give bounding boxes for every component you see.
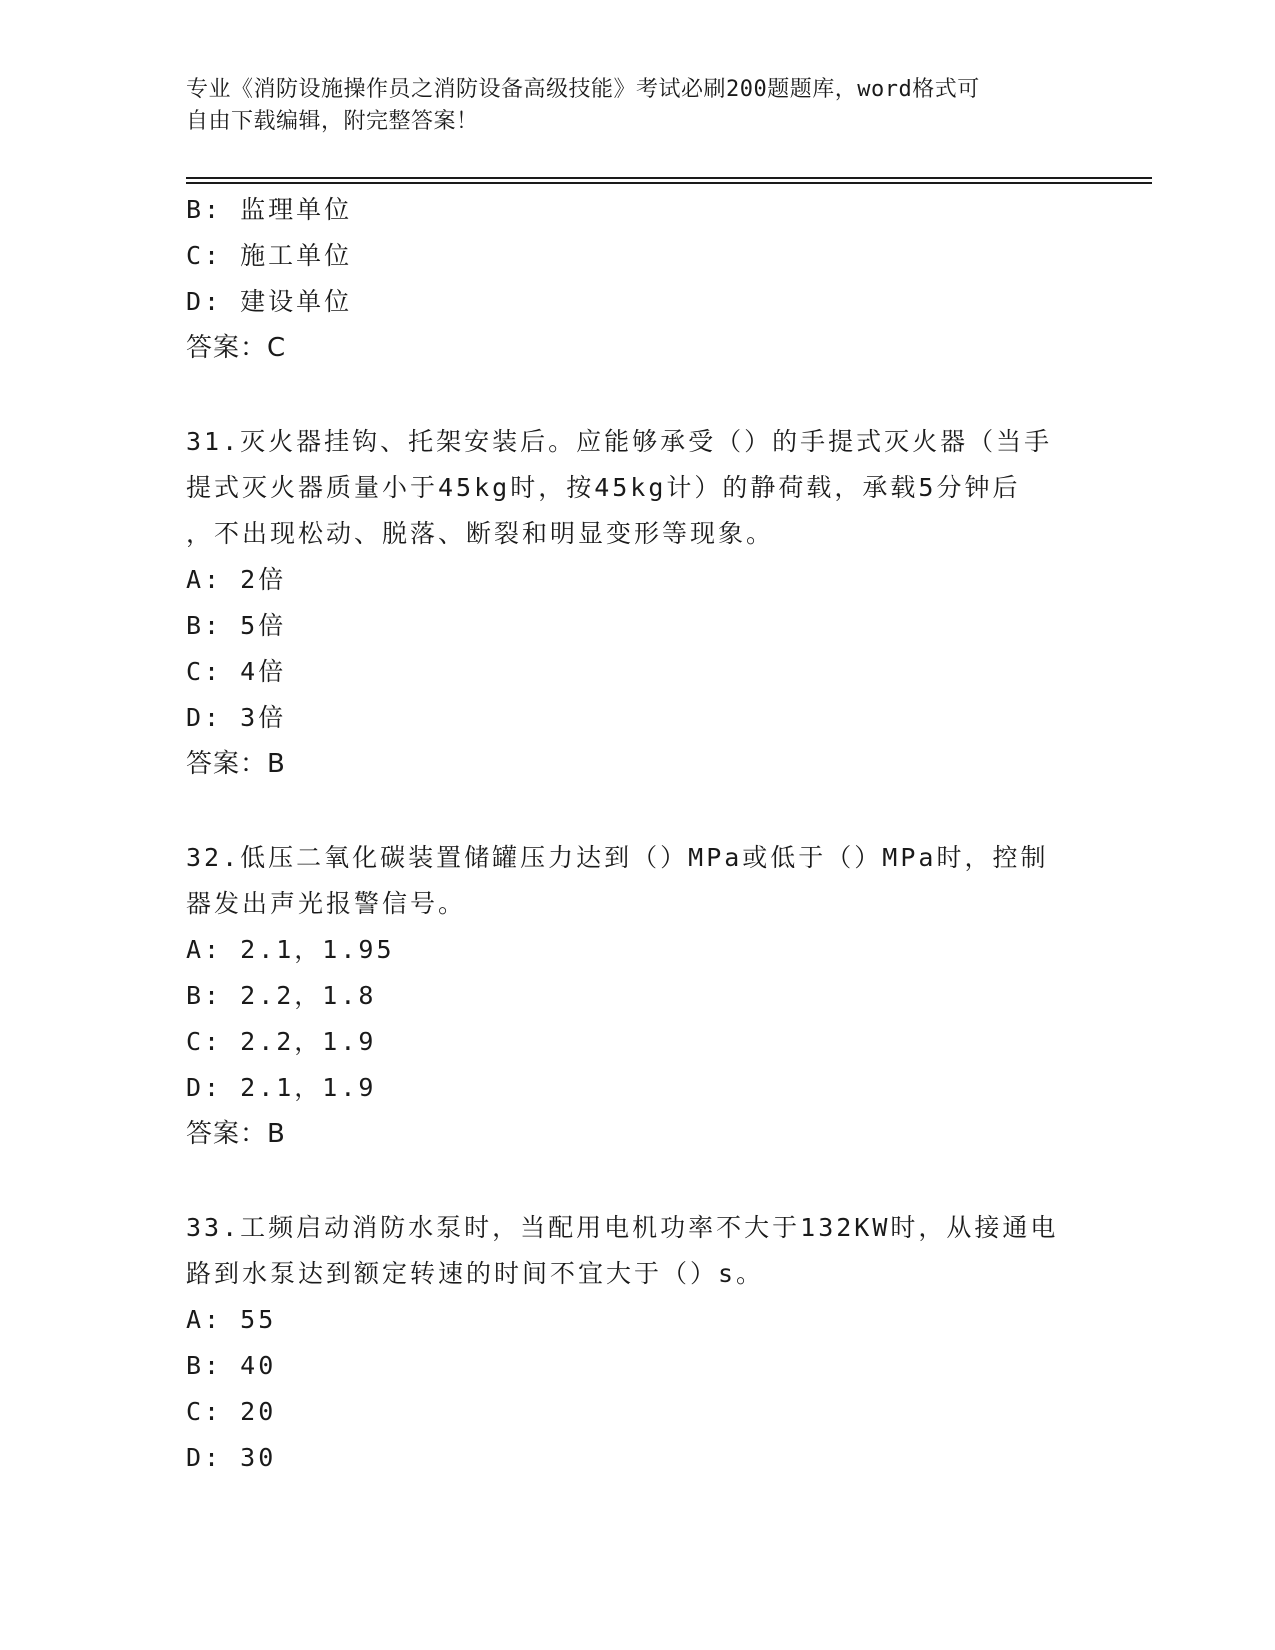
option-c: C: 施工单位 — [186, 241, 353, 270]
option-a: A: 2.1，1.95 — [186, 935, 395, 964]
option-d: D: 30 — [186, 1443, 277, 1472]
answer-line: 答案：C — [186, 333, 287, 363]
header-divider-bottom — [186, 182, 1152, 184]
document-header — [186, 74, 1066, 138]
question-text-line: 32.低压二氧化碳装置储罐压力达到（）MPa或低于（）MPa时，控制 — [186, 843, 1049, 872]
question-text-line: 33.工频启动消防水泵时，当配用电机功率不大于132KW时，从接通电 — [186, 1213, 1059, 1242]
question-content — [186, 187, 1086, 1481]
option-b: B: 40 — [186, 1351, 277, 1380]
previous-question-continuation — [186, 187, 1086, 371]
option-d: D: 建设单位 — [186, 287, 353, 316]
answer-line: 答案：B — [186, 1119, 286, 1149]
option-a: A: 2倍 — [186, 565, 287, 594]
option-b: B: 监理单位 — [186, 195, 353, 224]
question-text-line: 提式灭火器质量小于45kg时，按45kg计）的静荷载，承载5分钟后 — [186, 473, 1021, 502]
option-b: B: 5倍 — [186, 611, 287, 640]
question-text-line: 31.灭火器挂钩、托架安装后。应能够承受（）的手提式灭火器（当手 — [186, 427, 1053, 456]
option-d: D: 3倍 — [186, 703, 287, 732]
answer-line: 答案：B — [186, 749, 286, 779]
option-c: C: 2.2，1.9 — [186, 1027, 377, 1056]
question-text-line: 路到水泵达到额定转速的时间不宜大于（）s。 — [186, 1259, 765, 1288]
question-32 — [186, 835, 1086, 1157]
option-d: D: 2.1，1.9 — [186, 1073, 377, 1102]
header-divider-top — [186, 177, 1152, 179]
header-title-line-1: 专业《消防设施操作员之消防设备高级技能》考试必刷200题题库，word格式可 — [186, 77, 980, 102]
question-text-line: ，不出现松动、脱落、断裂和明显变形等现象。 — [186, 519, 775, 548]
option-c: C: 4倍 — [186, 657, 287, 686]
option-b: B: 2.2，1.8 — [186, 981, 377, 1010]
question-31 — [186, 419, 1086, 787]
question-33 — [186, 1205, 1086, 1481]
option-c: C: 20 — [186, 1397, 277, 1426]
header-title-line-2: 自由下载编辑，附完整答案！ — [186, 109, 479, 134]
question-text-line: 器发出声光报警信号。 — [186, 889, 467, 918]
option-a: A: 55 — [186, 1305, 277, 1334]
